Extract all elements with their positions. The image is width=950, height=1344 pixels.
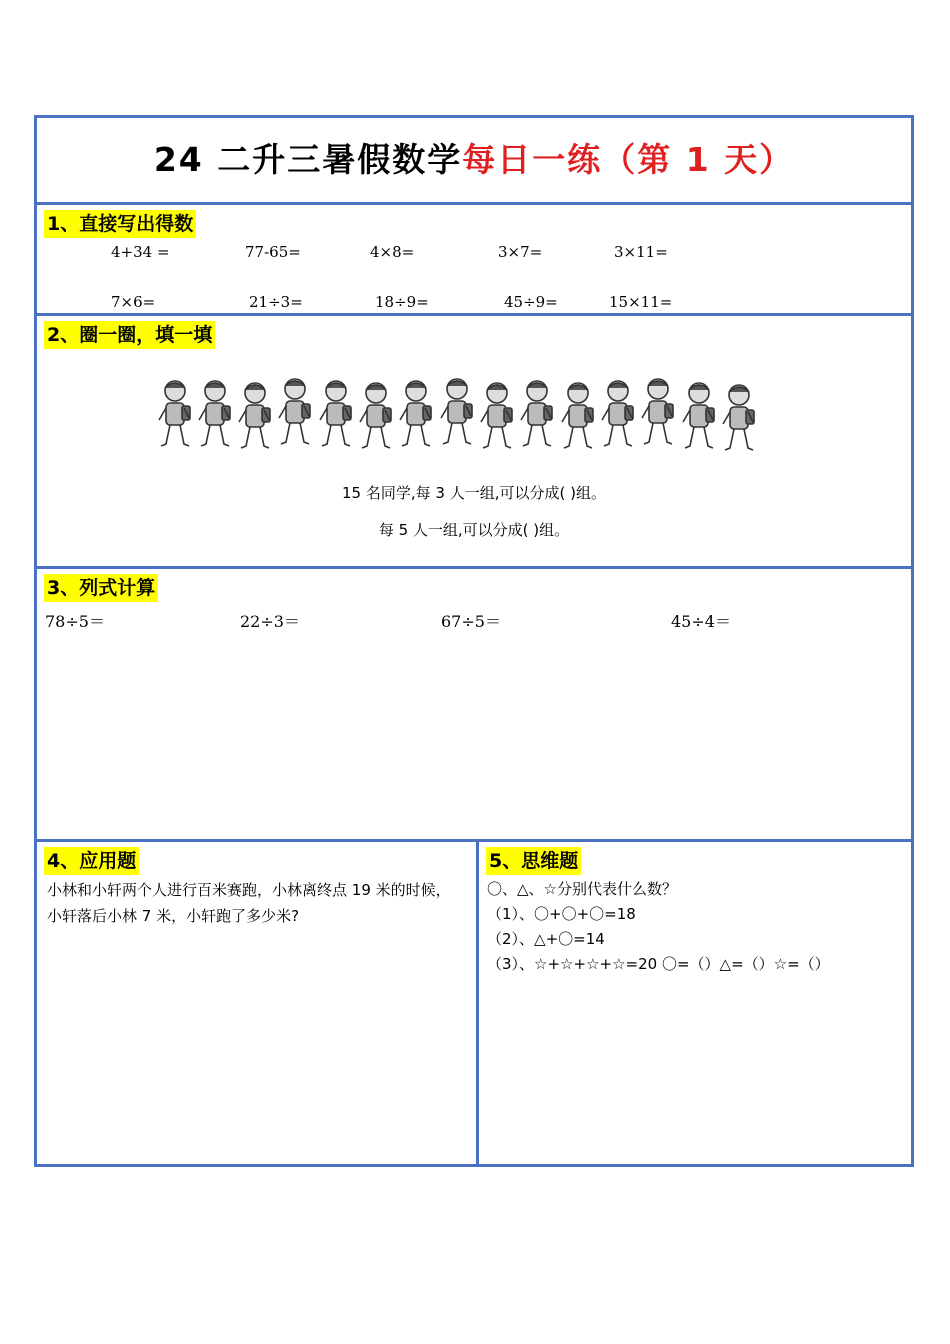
- equation: 4×8=: [370, 243, 415, 261]
- word-problem-text: 小林和小轩两个人进行百米赛跑，小林离终点 19 米的时候，小轩落后小林 7 米，小轩跑了多少米?: [47, 881, 451, 925]
- page-title: [37, 134, 911, 181]
- section-circle-fill: [37, 316, 911, 569]
- student-figure: [360, 383, 391, 448]
- student-figure: [441, 379, 472, 444]
- equation: 3×11=: [614, 243, 668, 261]
- student-figure: [481, 383, 512, 448]
- thinking-line: （1）、〇+〇+〇=18: [487, 905, 636, 923]
- equation: 15×11=: [609, 293, 673, 311]
- worksheet: [34, 115, 914, 1167]
- student-figure: [723, 385, 754, 450]
- thinking-line: 〇、△、☆分别代表什么数？: [487, 880, 677, 898]
- section-heading: 4、应用题: [44, 847, 139, 875]
- section-bottom: [37, 842, 911, 1167]
- grouping-question-1: 15 名同学,每 3 人一组,可以分成( )组。: [342, 484, 606, 502]
- thinking-line: （3）、☆+☆+☆+☆=20 〇=（）△=（）☆=（）: [487, 955, 830, 973]
- section-word-problem: [37, 842, 476, 1167]
- title-main: 24 二升三暑假数学: [153, 140, 463, 179]
- student-figure: [320, 381, 351, 446]
- equation: 18÷9=: [375, 293, 429, 311]
- student-figure: [199, 381, 230, 446]
- equation: 77-65=: [245, 243, 301, 261]
- student-figure: [683, 383, 714, 448]
- division-problem: 22÷3＝: [240, 612, 300, 631]
- equation: 3×7=: [498, 243, 543, 261]
- section-heading: 2、圈一圈，填一填: [44, 321, 215, 349]
- student-figure: [642, 379, 673, 444]
- grouping-question-2: 每 5 人一组,可以分成( )组。: [378, 521, 570, 539]
- student-figure: [239, 383, 270, 448]
- title-row: [37, 118, 911, 205]
- equation: 21÷3=: [249, 293, 303, 311]
- section-written-calc: [37, 569, 911, 842]
- student-figure: [400, 381, 431, 446]
- title-accent: 每日一练（第 1 天）: [462, 140, 795, 179]
- equation: 4+34 =: [111, 243, 170, 261]
- students-illustration: [155, 376, 775, 456]
- section-heading: 1、直接写出得数: [44, 210, 196, 238]
- division-problem: 78÷5＝: [45, 612, 105, 631]
- student-figure: [521, 381, 552, 446]
- equation: 45÷9=: [504, 293, 558, 311]
- division-problem: 45÷4＝: [671, 612, 731, 631]
- equation: 7×6=: [111, 293, 156, 311]
- student-figure: [602, 381, 633, 446]
- thinking-line: （2）、△+〇=14: [487, 930, 605, 948]
- section-thinking: [479, 842, 911, 1167]
- division-problem: 67÷5＝: [441, 612, 501, 631]
- section-heading: 3、列式计算: [44, 574, 158, 602]
- section-direct-answers: [37, 205, 911, 316]
- section-heading: 5、思维题: [486, 847, 581, 875]
- student-figure: [562, 383, 593, 448]
- student-figure: [279, 379, 310, 444]
